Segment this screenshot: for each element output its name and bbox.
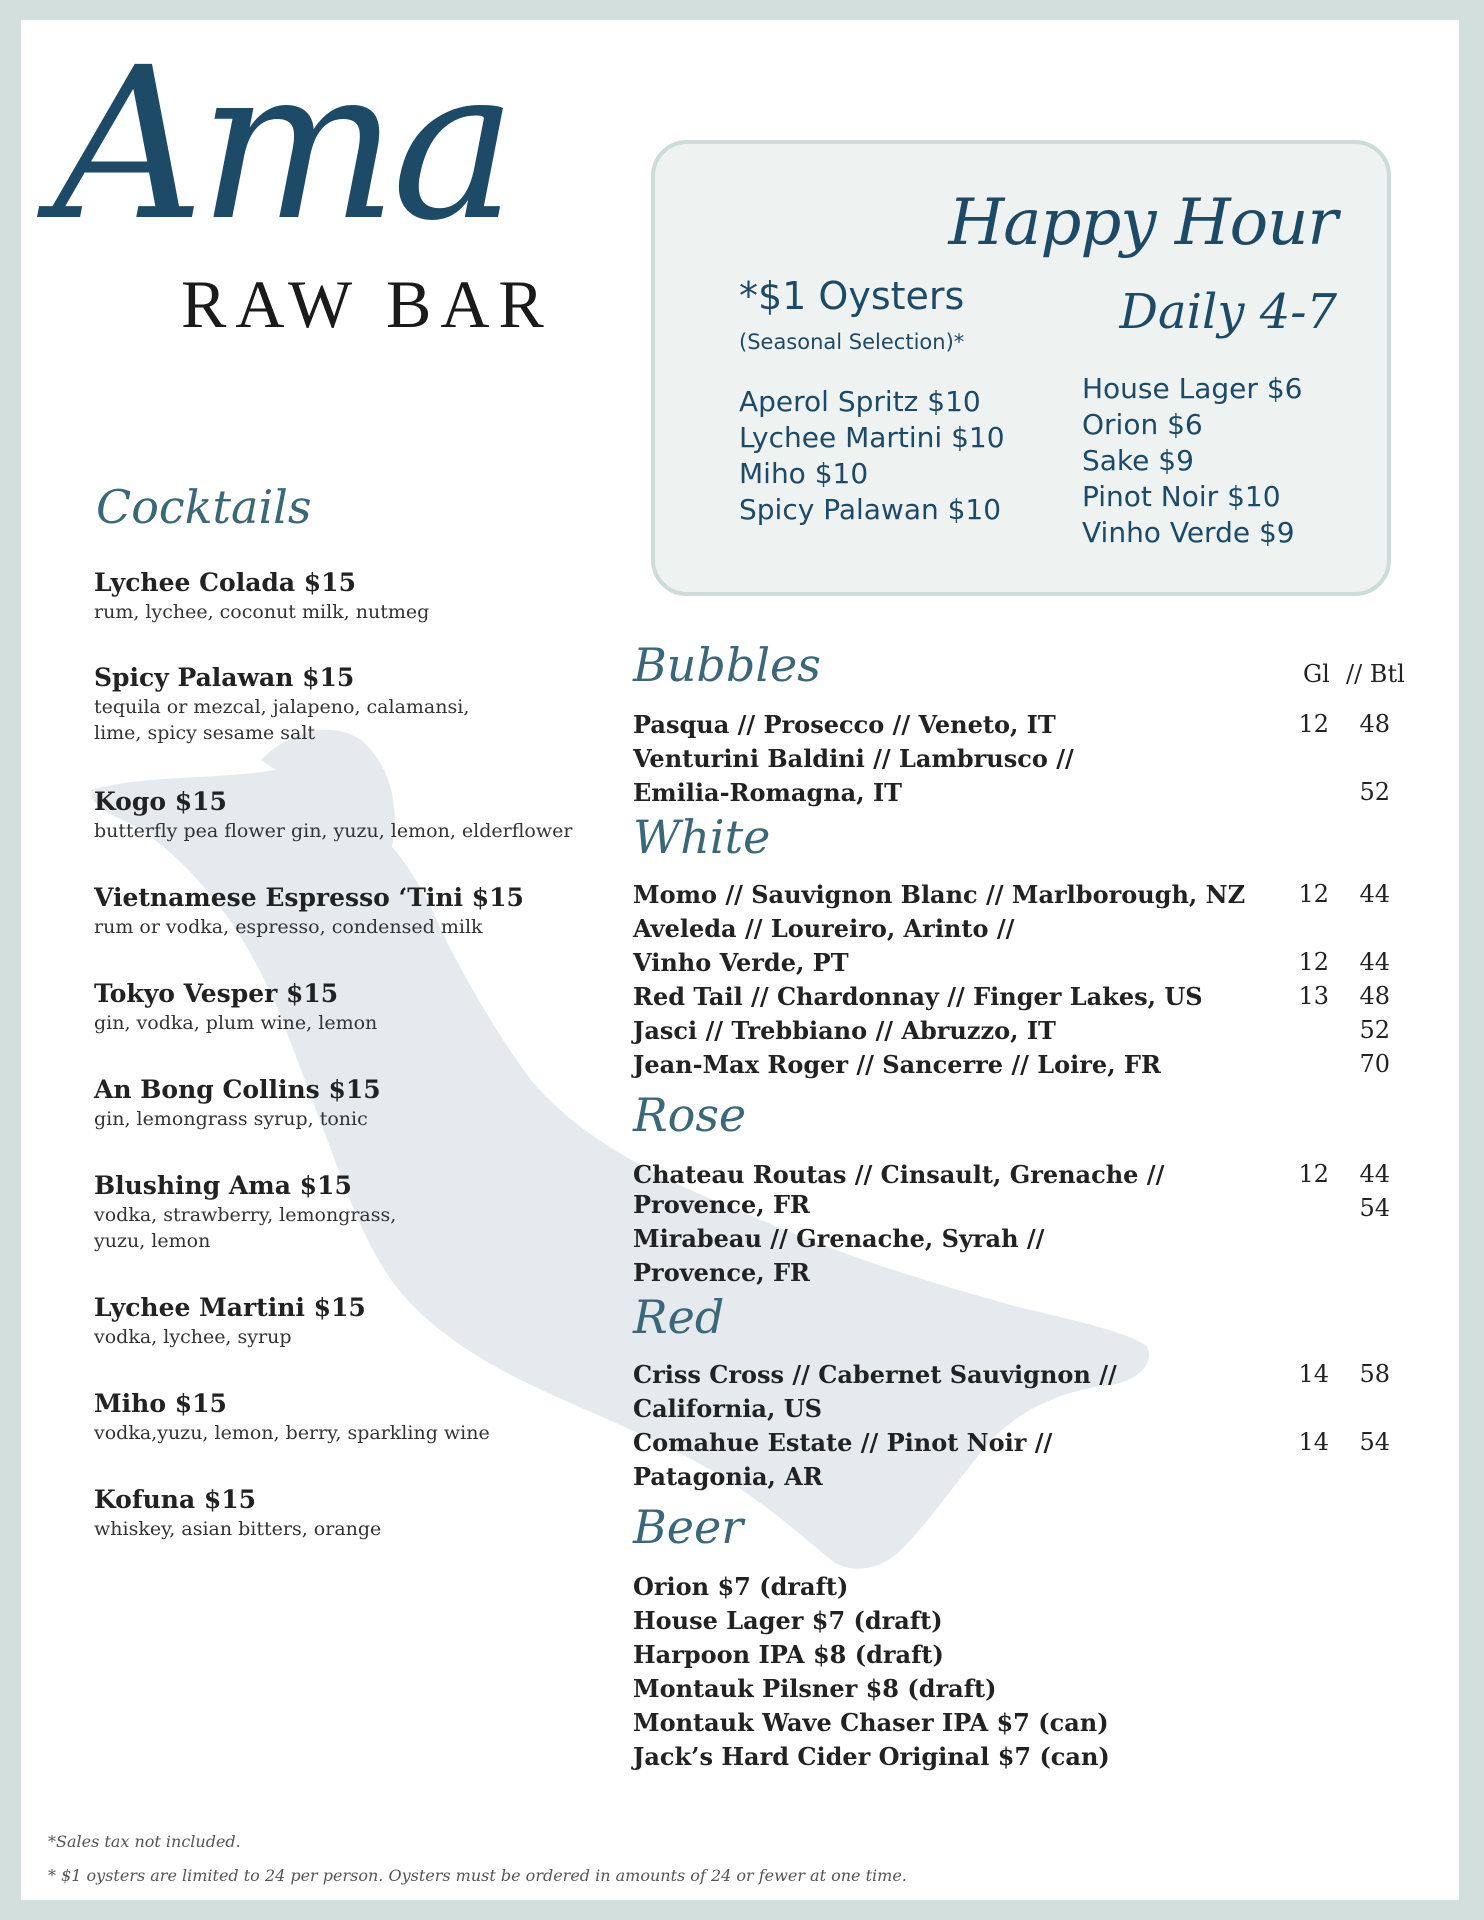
list-item: Miho $10 [739, 457, 869, 490]
wine-row: Venturini Baldini // Lambrusco // [633, 744, 1074, 773]
list-item: Jack’s Hard Cider Original $7 (can) [633, 1742, 1110, 1771]
wine-row: Jean-Max Roger // Sancerre // Loire, FR [633, 1050, 1161, 1079]
logo-subtitle: RAW BAR [181, 266, 553, 342]
bottle-price: 70 [1359, 1050, 1390, 1078]
bottle-price: 54 [1359, 1428, 1390, 1456]
list-item: Orion $6 [1082, 408, 1203, 441]
cocktail-item [94, 1293, 634, 1350]
cocktail-desc: rum or vodka, espresso, condensed milk [94, 916, 483, 938]
wine-row: Emilia-Romagna, IT [633, 778, 903, 807]
red-header: Red [633, 1290, 725, 1344]
rose-header: Rose [633, 1088, 747, 1142]
list-item: House Lager $7 (draft) [633, 1606, 943, 1635]
wine-row: Pasqua // Prosecco // Veneto, IT [633, 710, 1056, 739]
bottle-price: 48 [1359, 710, 1390, 738]
white-header: White [633, 810, 771, 864]
happy-hour-drink-list [1082, 371, 1302, 551]
list-item: Spicy Palawan $10 [739, 493, 1002, 526]
cocktail-name: Lychee Colada $15 [94, 568, 356, 597]
logo-script: Ama [53, 22, 511, 267]
cocktail-name: Vietnamese Espresso ‘Tini $15 [94, 883, 524, 912]
cocktail-name: Blushing Ama $15 [94, 1171, 352, 1200]
bottle-price: 52 [1359, 1016, 1390, 1044]
bottle-price: 44 [1359, 948, 1390, 976]
bottle-price: 54 [1359, 1194, 1390, 1222]
cocktail-name: Lychee Martini $15 [94, 1293, 366, 1322]
cocktail-desc: gin, lemongrass syrup, tonic [94, 1108, 368, 1130]
bottle-price: 44 [1359, 1160, 1390, 1188]
beer-header: Beer [633, 1500, 744, 1554]
wine-row: Comahue Estate // Pinot Noir // [633, 1428, 1053, 1457]
cocktail-desc: gin, vodka, plum wine, lemon [94, 1012, 378, 1034]
wine-row: Chateau Routas // Cinsault, Grenache // [633, 1160, 1165, 1189]
footer-tax-note: *Sales tax not included. [48, 1832, 241, 1851]
wine-row: Aveleda // Loureiro, Arinto // [633, 914, 1015, 943]
cocktail-item [94, 1389, 634, 1446]
list-item: Sake $9 [1082, 444, 1194, 477]
cocktail-desc: rum, lychee, coconut milk, nutmeg [94, 601, 430, 623]
wine-row: Provence, FR [633, 1190, 810, 1219]
bottle-column-header: // Btl [1346, 660, 1405, 688]
glass-column-header: Gl [1303, 660, 1330, 688]
wine-row: Patagonia, AR [633, 1462, 823, 1491]
happy-hour-oysters-note: (Seasonal Selection)* [739, 330, 965, 354]
glass-price: 13 [1298, 982, 1329, 1010]
cocktail-name: Spicy Palawan $15 [94, 663, 355, 692]
cocktail-item [94, 1075, 634, 1132]
menu-page [21, 20, 1459, 1900]
cocktail-name: An Bong Collins $15 [94, 1075, 381, 1104]
cocktail-item [94, 883, 634, 940]
glass-price: 14 [1298, 1360, 1329, 1388]
glass-price: 12 [1298, 880, 1329, 908]
list-item: Montauk Wave Chaser IPA $7 (can) [633, 1708, 1109, 1737]
list-item: House Lager $6 [1082, 372, 1303, 405]
cocktail-desc: tequila or mezcal, jalapeno, calamansi, [94, 696, 470, 718]
wine-row: Provence, FR [633, 1258, 810, 1287]
wine-row: California, US [633, 1394, 822, 1423]
cocktail-item [94, 1485, 634, 1542]
cocktail-name: Kofuna $15 [94, 1485, 257, 1514]
list-item: Harpoon IPA $8 (draft) [633, 1640, 944, 1669]
glass-price: 12 [1298, 948, 1329, 976]
wine-row: Jasci // Trebbiano // Abruzzo, IT [633, 1016, 1056, 1045]
footer-oyster-note: * $1 oysters are limited to 24 per person. Oysters must be ordered in amounts of 24 or fewer at one time. [48, 1866, 907, 1885]
cocktail-item [94, 568, 634, 625]
happy-hour-oysters: *$1 Oysters [739, 274, 965, 318]
list-item: Aperol Spritz $10 [739, 385, 981, 418]
wine-row: Momo // Sauvignon Blanc // Marlborough, NZ [633, 880, 1246, 909]
cocktail-desc: lime, spicy sesame salt [94, 722, 316, 744]
cocktail-desc: butterfly pea flower gin, yuzu, lemon, elderflower [94, 820, 573, 842]
beer-list [633, 1570, 1110, 1774]
cocktail-desc: whiskey, asian bitters, orange [94, 1518, 382, 1540]
list-item: Montauk Pilsner $8 (draft) [633, 1674, 997, 1703]
list-item: Vinho Verde $9 [1082, 516, 1295, 549]
cocktail-desc: vodka, strawberry, lemongrass, [94, 1204, 397, 1226]
list-item: Orion $7 (draft) [633, 1572, 849, 1601]
list-item: Lychee Martini $10 [739, 421, 1005, 454]
list-item: Pinot Noir $10 [1082, 480, 1281, 513]
bubbles-header: Bubbles [633, 638, 821, 692]
wine-row: Criss Cross // Cabernet Sauvignon // [633, 1360, 1117, 1389]
wine-row: Mirabeau // Grenache, Syrah // [633, 1224, 1045, 1253]
happy-hour-box [651, 140, 1391, 596]
cocktails-header: Cocktails [96, 480, 312, 534]
glass-price: 12 [1298, 710, 1329, 738]
glass-price: 12 [1298, 1160, 1329, 1188]
cocktail-name: Tokyo Vesper $15 [94, 979, 339, 1008]
bottle-price: 48 [1359, 982, 1390, 1010]
cocktail-item [94, 787, 634, 844]
bottle-price: 58 [1359, 1360, 1390, 1388]
cocktail-item [94, 979, 634, 1036]
happy-hour-title: Happy Hour [948, 186, 1337, 260]
cocktail-item [94, 1171, 634, 1254]
wine-row: Vinho Verde, PT [633, 948, 849, 977]
happy-hour-time: Daily 4-7 [1119, 284, 1337, 340]
happy-hour-cocktail-list [739, 384, 1005, 528]
wine-row: Red Tail // Chardonnay // Finger Lakes, US [633, 982, 1203, 1011]
cocktail-name: Kogo $15 [94, 787, 227, 816]
cocktail-desc: vodka, lychee, syrup [94, 1326, 292, 1348]
cocktail-name: Miho $15 [94, 1389, 227, 1418]
cocktail-item [94, 663, 634, 746]
cocktail-desc: vodka,yuzu, lemon, berry, sparkling wine [94, 1422, 490, 1444]
glass-price: 14 [1298, 1428, 1329, 1456]
cocktail-desc: yuzu, lemon [94, 1230, 211, 1252]
bottle-price: 52 [1359, 778, 1390, 806]
bottle-price: 44 [1359, 880, 1390, 908]
